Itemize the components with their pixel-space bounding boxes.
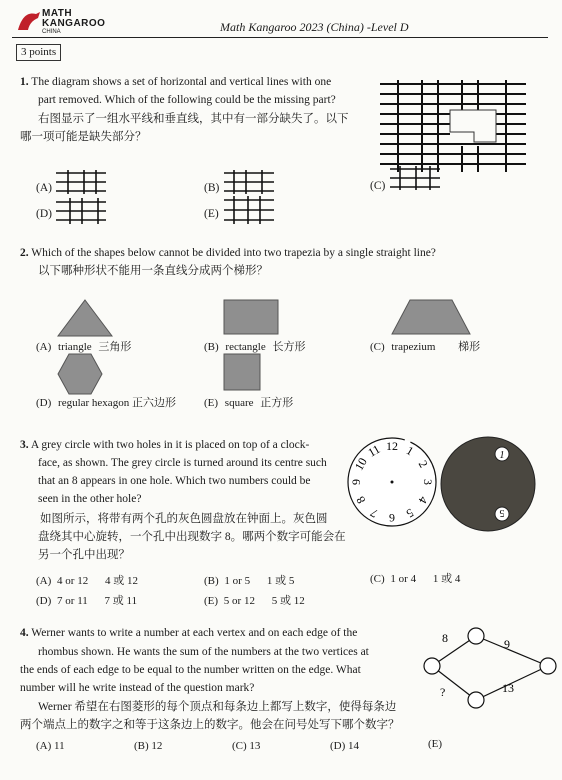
option-letter: (B) [204, 575, 219, 587]
option-letter: (C) [370, 573, 385, 585]
option-3e[interactable] [204, 592, 305, 608]
option-3d[interactable] [36, 592, 137, 608]
option-2c[interactable] [370, 338, 480, 354]
question-1 [20, 73, 370, 91]
option-4e[interactable] [428, 738, 442, 750]
question-2 [20, 244, 436, 262]
option-d-label[interactable]: (D) [36, 208, 52, 220]
option-4b[interactable] [134, 740, 162, 752]
clock-number: 3 [421, 479, 435, 485]
header-divider [12, 37, 548, 38]
option-letter: (E) [204, 595, 219, 607]
option-text-en: 1 or 5 [224, 575, 251, 587]
option-text-zh: 正六边形 [131, 397, 176, 409]
option-c-grid[interactable] [390, 166, 440, 190]
rhombus-diagram [420, 628, 560, 712]
option-2a[interactable] [36, 338, 131, 354]
clock-number: 9 [349, 479, 363, 485]
option-b-label[interactable]: (B) [204, 182, 220, 194]
edge-label-top-left: 8 [442, 631, 448, 645]
clock-number: 2 [415, 457, 431, 471]
option-b-grid[interactable] [224, 170, 274, 194]
logo-text-kangaroo: KANGAROO [42, 18, 106, 29]
question-text-en: A grey circle with two holes in it is placed on top of a clock- [30, 439, 310, 451]
option-4a[interactable] [36, 740, 65, 752]
question-4-zh-line2: 两个端点上的数字之和等于这条边上的数字。他会在问号处写下哪个数字？ [20, 719, 400, 731]
page-header-title: Math Kangaroo 2023 (China) -Level D [220, 20, 409, 34]
question-4-zh-line1: Werner 希望在右图菱形的每个顶点和每条边上都写上数字，使得每条边 [38, 701, 397, 713]
option-text-en: 1 or 4 [390, 573, 417, 585]
edge-label-bottom-right: 13 [502, 681, 514, 695]
clock-number: 7 [367, 505, 381, 521]
points-box: 3 points [16, 44, 61, 61]
disc-hole-number-2: 5 [499, 507, 505, 518]
option-4d[interactable] [330, 740, 359, 752]
question-3-zh-line1: 如图所示，将带有两个孔的灰色圆盘放在钟面上。灰色圆 [40, 513, 328, 525]
kangaroo-logo-icon [16, 10, 44, 32]
option-text-en: triangle [58, 341, 92, 353]
option-text-en: rectangle [225, 341, 266, 353]
question-4-en-line4: number will he write instead of the question mark? [20, 682, 255, 694]
option-text-zh: 7 或 11 [104, 595, 138, 607]
clock-number: 5 [403, 505, 417, 521]
option-a-label[interactable]: (A) [36, 182, 52, 194]
option-letter: (E) [428, 738, 443, 750]
option-2d[interactable] [36, 394, 176, 410]
option-text-zh: 1 或 5 [266, 575, 295, 587]
question-3-en-line3: that an 8 appears in one hole. Which two numbers could be [38, 475, 311, 487]
option-value: 11 [54, 740, 65, 752]
question-1-en-line2: part removed. Which of the following could be the missing part? [38, 94, 336, 106]
logo-text-china: CHINA [42, 29, 61, 35]
option-text-zh: 4 或 12 [104, 575, 138, 587]
option-text-en: 7 or 11 [57, 595, 88, 607]
option-value: 14 [348, 740, 360, 752]
option-letter: (C) [232, 740, 247, 752]
option-text-zh: 长方形 [272, 341, 306, 353]
option-letter: (B) [134, 740, 149, 752]
option-a-grid[interactable] [56, 170, 106, 194]
question-number: 3. [20, 439, 29, 451]
option-text-zh: 三角形 [98, 341, 132, 353]
option-letter: (B) [204, 341, 219, 353]
option-letter: (A) [36, 341, 52, 353]
clock-number: 4 [415, 493, 431, 507]
option-text-zh: 1 或 4 [432, 573, 461, 585]
option-text-en: trapezium [391, 341, 436, 353]
option-text-en: 4 or 12 [57, 575, 89, 587]
option-letter: (C) [370, 341, 385, 353]
option-text-zh: 正方形 [260, 397, 294, 409]
clock-number: 11 [365, 441, 383, 460]
option-letter: (D) [36, 595, 52, 607]
option-d-grid[interactable] [56, 198, 106, 224]
option-text-en: square [224, 397, 254, 409]
option-2b[interactable] [204, 338, 305, 354]
math-kangaroo-logo [16, 8, 136, 36]
question-number: 1. [20, 76, 29, 88]
option-text-en: 5 or 12 [223, 595, 255, 607]
clock-number: 8 [353, 493, 369, 507]
option-4c[interactable] [232, 740, 260, 752]
question-4 [20, 624, 357, 642]
option-text-zh: 5 或 12 [271, 595, 305, 607]
logo-text-math: MATH [42, 8, 73, 19]
question-2-zh: 以下哪种形状不能用一条直线分成两个梯形？ [38, 265, 268, 277]
clock-number: 10 [351, 455, 370, 473]
question-text-en: The diagram shows a set of horizontal and vertical lines with one [31, 76, 332, 88]
option-value: 12 [151, 740, 163, 752]
option-3b[interactable] [204, 572, 294, 588]
question-3-zh-line2: 盘绕其中心旋转，一个孔中出现数字 8。哪两个数字可能会在 [38, 531, 346, 543]
option-e-grid[interactable] [224, 196, 274, 224]
option-2e[interactable] [204, 394, 293, 410]
question-text-en: Which of the shapes below cannot be divided into two trapezia by a single straight line? [31, 247, 436, 259]
clock-number: 12 [386, 439, 398, 453]
disc-hole-number-1: 1 [499, 450, 505, 461]
question-text-en: Werner wants to write a number at each vertex and on each edge of the [31, 627, 358, 639]
question-3-en-line4: seen in the other hole? [38, 493, 142, 505]
edge-label-top-right: 9 [504, 637, 510, 651]
triangle-shape [58, 300, 112, 336]
option-text-en: regular hexagon [58, 397, 130, 409]
trapezium-shape [392, 300, 470, 334]
clock-number: 1 [403, 443, 417, 459]
question-number: 4. [20, 627, 29, 639]
option-e-label[interactable]: (E) [204, 208, 219, 220]
question-3-en-line2: face, as shown. The grey circle is turned around its centre such [38, 457, 327, 469]
clock-number: 6 [389, 511, 395, 525]
option-letter: (A) [36, 740, 52, 752]
option-value: 13 [249, 740, 261, 752]
grid-with-missing-part [378, 80, 528, 172]
square-shape [224, 354, 260, 390]
rectangle-shape [224, 300, 278, 334]
option-letter: (E) [204, 397, 219, 409]
question-number: 2. [20, 247, 29, 259]
option-text-zh: 梯形 [458, 341, 481, 353]
question-3-zh-line3: 另一个孔中出现？ [38, 549, 130, 561]
edge-label-bottom-left: ? [440, 685, 446, 699]
question-1-zh-line2: 哪一项可能是缺失部分？ [20, 131, 147, 143]
option-3c[interactable] [370, 570, 460, 586]
option-c-label[interactable]: (C) [370, 180, 386, 192]
clock-face [346, 436, 438, 528]
option-letter: (A) [36, 575, 52, 587]
question-1-zh-line1: 右图显示了一组水平线和垂直线，其中有一部分缺失了。以下 [38, 113, 349, 125]
question-3 [20, 436, 309, 454]
option-letter: (D) [36, 397, 52, 409]
question-4-en-line2: rhombus shown. He wants the sum of the numbers at the two vertices at [38, 646, 369, 658]
option-3a[interactable] [36, 572, 138, 588]
grey-disc-with-holes [440, 436, 536, 532]
option-letter: (D) [330, 740, 346, 752]
hexagon-shape [58, 354, 102, 394]
question-4-en-line3: the ends of each edge to be equal to the number written on the edge. What [20, 664, 361, 676]
